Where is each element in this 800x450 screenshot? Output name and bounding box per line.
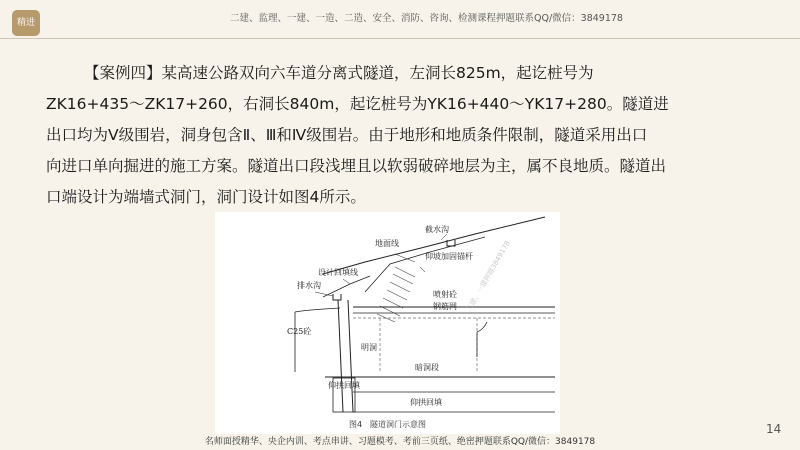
paragraph-line: ZK16+435～ZK17+260，右洞长840m，起讫桩号为YK16+440～YK17+280。隧道进 — [46, 95, 669, 113]
tunnel-portal-diagram — [215, 212, 560, 417]
paragraph-line: 向进口单向掘进的施工方案。隧道出口段浅埋且以软弱破碎地层为主，属不良地质。隧道出 — [46, 157, 667, 175]
page-number: 14 — [766, 422, 782, 436]
right-wall-shape — [477, 322, 487, 357]
portal-wall-back — [348, 300, 353, 412]
intercept-ditch-label: 截水沟 — [425, 225, 449, 234]
steel-mesh-label: 钢筋网 — [433, 302, 457, 311]
slope-anchors — [377, 267, 415, 322]
ground-line-label: 地面线 — [375, 239, 399, 248]
slope-anchor-label: 仰坡加固锚杆 — [425, 252, 473, 261]
concrete-label: C25砼 — [287, 327, 312, 336]
paragraph-line: 出口均为Ⅴ级围岩，洞身包含Ⅱ、Ⅲ和Ⅳ级围岩。由于地形和地质条件限制，隧道采用出口 — [46, 126, 648, 144]
figure-caption: 图4 隧道洞门示意图 — [348, 420, 427, 429]
open-cut-tunnel-label: 明洞 — [361, 343, 377, 352]
backfill-line-shape — [323, 276, 370, 297]
portal-wall-front — [338, 300, 343, 412]
invert-backfill-label-right: 仰拱回填 — [410, 398, 442, 407]
backfill-line-label: 设计回填线 — [318, 268, 358, 277]
tunnel-portal-figure — [215, 212, 560, 434]
header-contact-text: 二建、监理、一建、一造、二造、安全、消防、咨询、检测课程押题联系QQ/微信：3849178 — [230, 13, 623, 24]
logo: 精进 — [12, 10, 40, 36]
header-divider — [0, 38, 800, 39]
paragraph-line: 【案例四】某高速公路双向六车道分离式隧道，左洞长825m，起讫桩号为 — [84, 64, 594, 82]
drain-ditch-shape — [333, 294, 341, 300]
paragraph-line: 口端设计为端墙式洞门，洞门设计如图4所示。 — [46, 188, 366, 206]
figure-watermark: 二建、一建押题3849178 — [464, 239, 512, 313]
footer-contact-text: 名师面授精华、央企内训、考点串讲、习题模考、考前三页纸、绝密押题联系QQ/微信：3849178 — [204, 437, 596, 447]
mined-section-label: 暗洞段 — [415, 363, 439, 372]
c25-concrete-outline — [295, 308, 340, 372]
drain-ditch-label: 排水沟 — [297, 281, 321, 290]
case-paragraph — [46, 58, 762, 213]
invert-backfill-label-left: 仰拱回填 — [328, 381, 360, 390]
shotcrete-label: 喷射砼 — [433, 290, 457, 299]
